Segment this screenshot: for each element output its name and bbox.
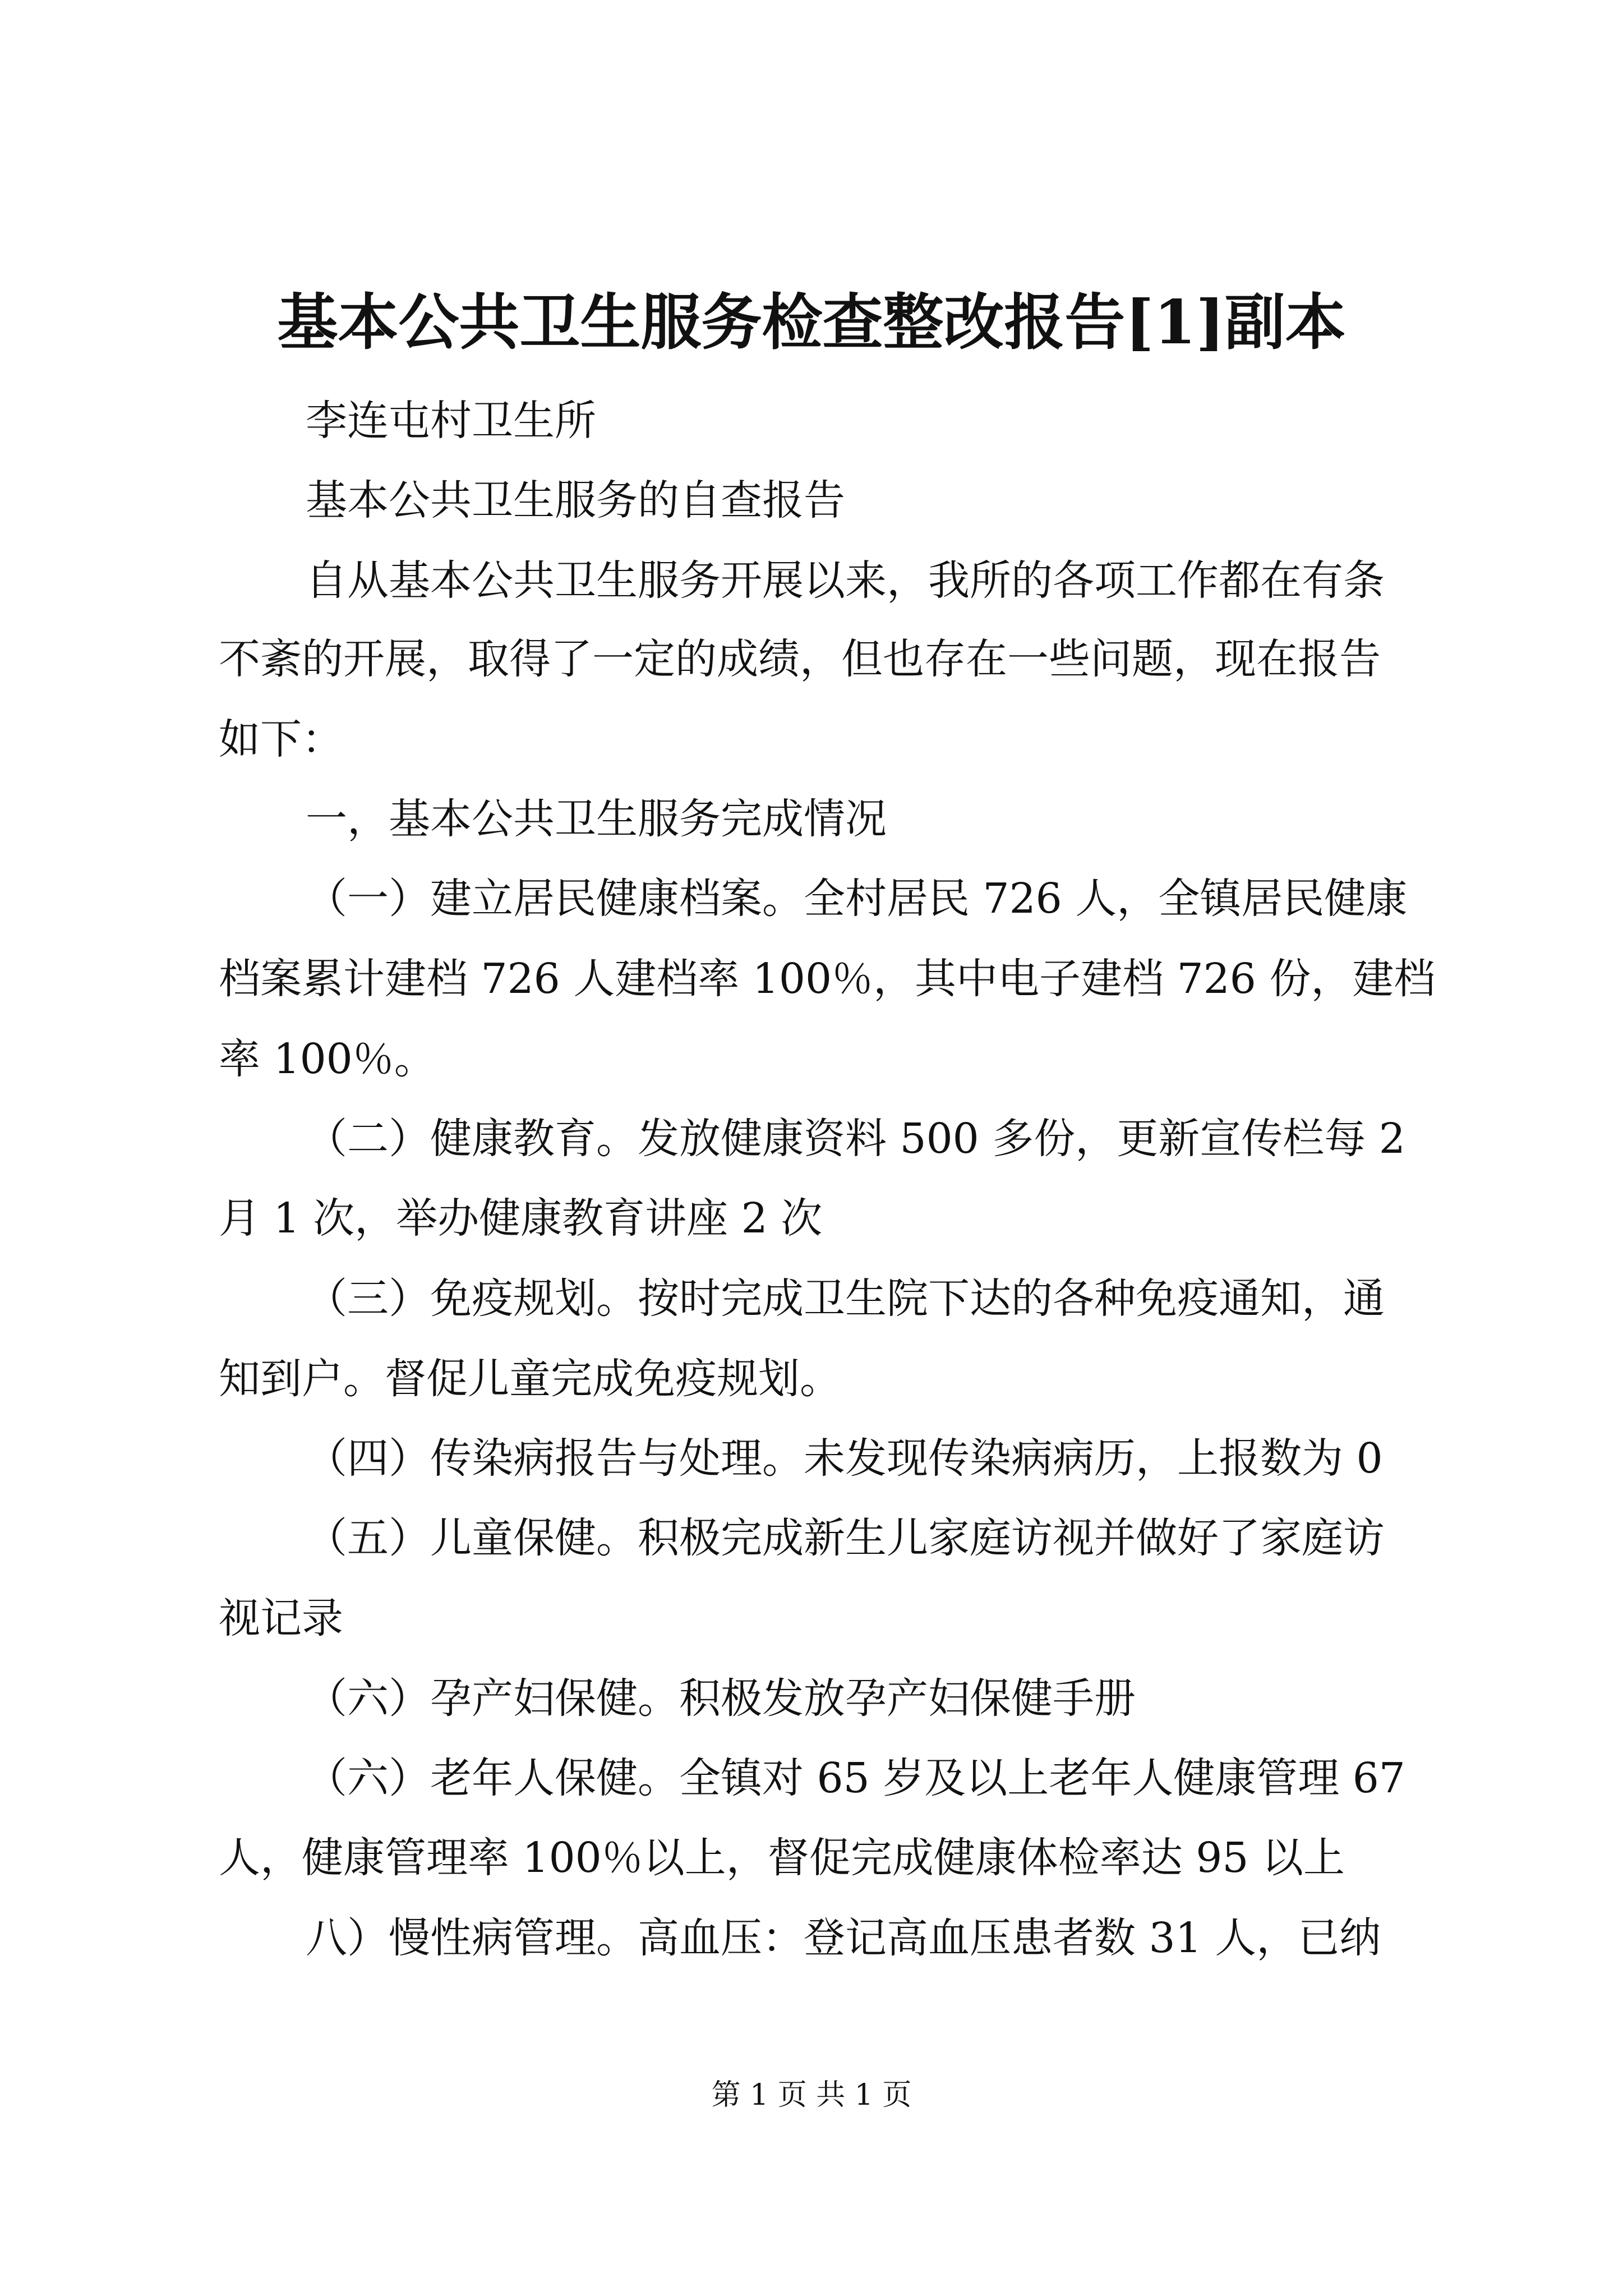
report-subtitle-line: 基本公共卫生服务的自查报告 bbox=[306, 476, 845, 524]
paragraph-line: （六）孕产妇保健。积极发放孕产妇保健手册 bbox=[306, 1674, 1136, 1723]
document-title: 基本公共卫生服务检查整改报告[1]副本 bbox=[277, 287, 1346, 358]
section-heading-line: 一，基本公共卫生服务完成情况 bbox=[306, 795, 887, 843]
org-name-line: 李连屯村卫生所 bbox=[306, 397, 596, 445]
paragraph-line: 月 1 次，举办健康教育讲座 2 次 bbox=[219, 1194, 823, 1243]
paragraph-line: （四）传染病报告与处理。未发现传染病病历，上报数为 0 bbox=[306, 1434, 1383, 1483]
page-footer: 第 1 页 共 1 页 bbox=[711, 2078, 912, 2112]
paragraph-line: 自从基本公共卫生服务开展以来，我所的各项工作都在有条 bbox=[306, 556, 1385, 605]
paragraph-line: 八）慢性病管理。高血压：登记高血压患者数 31 人，已纳 bbox=[306, 1914, 1381, 1962]
paragraph-line: （二）健康教育。发放健康资料 500 多份，更新宣传栏每 2 bbox=[306, 1115, 1405, 1163]
paragraph-line: （六）老年人保健。全镇对 65 岁及以上老年人健康管理 67 bbox=[306, 1754, 1405, 1802]
paragraph-line: 如下： bbox=[219, 715, 343, 763]
paragraph-line: 不紊的开展，取得了一定的成绩，但也存在一些问题，现在报告 bbox=[219, 635, 1381, 683]
paragraph-line: （五）儿童保健。积极完成新生儿家庭访视并做好了家庭访 bbox=[306, 1514, 1385, 1562]
paragraph-line: 档案累计建档 726 人建档率 100％，其中电子建档 726 份，建档 bbox=[219, 955, 1436, 1003]
paragraph-line: （一）建立居民健康档案。全村居民 726 人，全镇居民健康 bbox=[306, 875, 1408, 923]
paragraph-line: （三）免疫规划。按时完成卫生院下达的各种免疫通知，通 bbox=[306, 1274, 1385, 1323]
paragraph-line: 率 100％。 bbox=[219, 1035, 436, 1083]
paragraph-line: 知到户。督促儿童完成免疫规划。 bbox=[219, 1355, 841, 1403]
paragraph-line: 人，健康管理率 100％以上，督促完成健康体检率达 95 以上 bbox=[219, 1834, 1345, 1882]
paragraph-line: 视记录 bbox=[219, 1594, 343, 1642]
